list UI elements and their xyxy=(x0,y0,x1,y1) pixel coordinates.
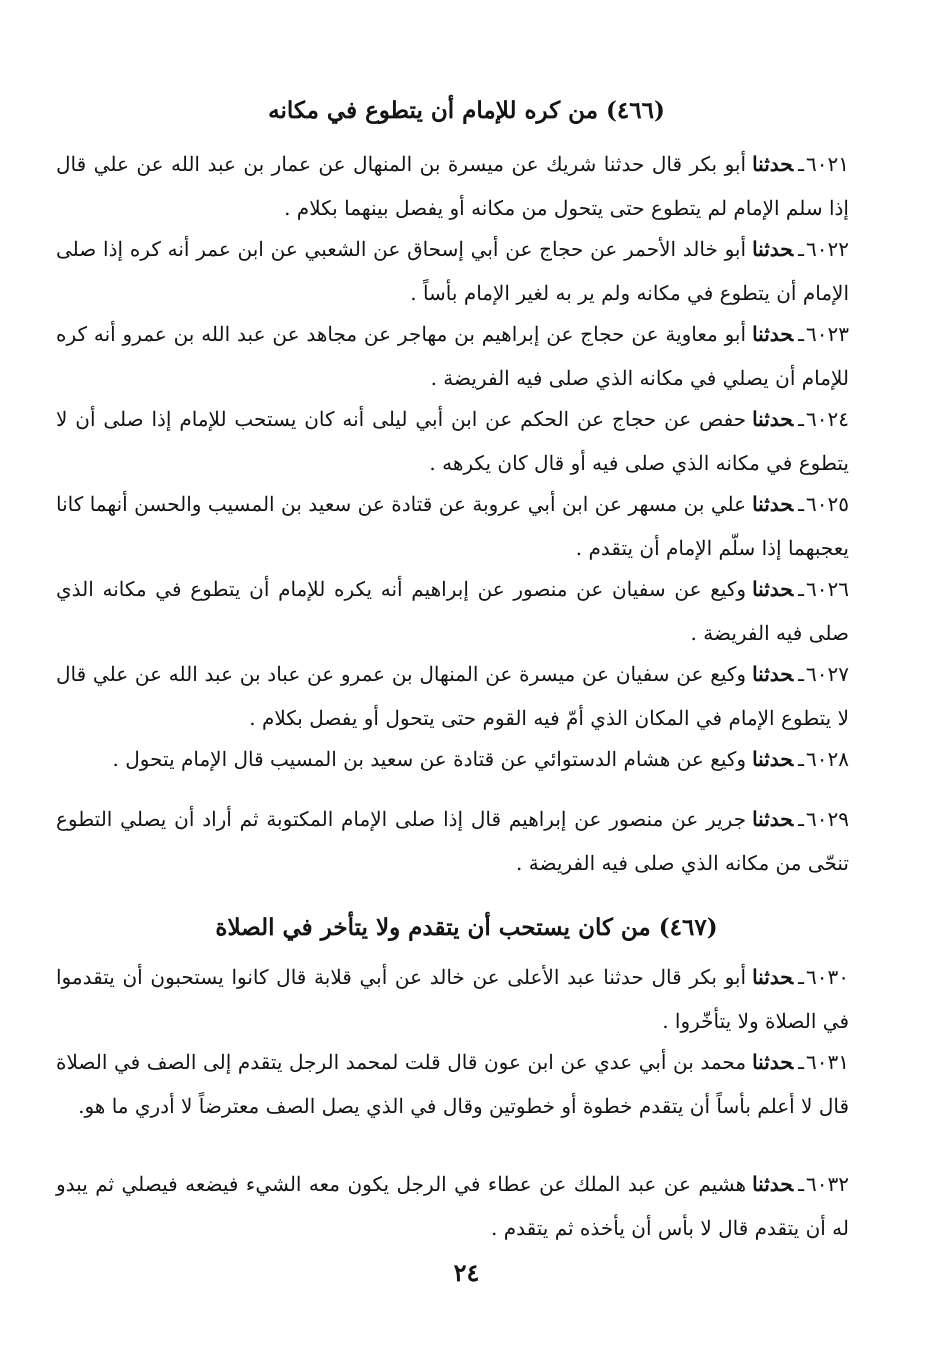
hadith-entry-6030 xyxy=(56,955,849,1043)
hadith-entry-6026 xyxy=(56,567,849,655)
entry-dash: ـ xyxy=(798,662,805,686)
hadith-entry-6025 xyxy=(56,482,849,570)
entry-number: ٦٠٢١ xyxy=(806,152,849,176)
hadith-entry-6022 xyxy=(56,227,849,315)
entry-text: وكيع عن هشام الدستوائي عن قتادة عن سعيد بن المسيب قال الإمام يتحول . xyxy=(112,747,747,771)
entry-number: ٦٠٢٦ xyxy=(806,577,849,601)
entry-text: أبو خالد الأحمر عن حجاج عن أبي إسحاق عن الشعبي عن ابن عمر أنه كره إذا صلى الإمام أن يتطوع في مكانه ولم ير به لغير الإمام بأساً . xyxy=(56,237,849,305)
hadith-entry-6031 xyxy=(56,1040,849,1128)
entry-lead: حدثنا xyxy=(752,492,794,516)
entry-dash: ـ xyxy=(798,807,805,831)
entry-dash: ـ xyxy=(798,1172,805,1196)
entry-lead: حدثنا xyxy=(752,322,794,346)
entry-dash: ـ xyxy=(798,152,805,176)
entry-text: أبو بكر قال حدثنا شريك عن ميسرة بن المنهال عن عمار بن عبد الله عن علي قال إذا سلم الإمام لم يتطوع حتى يتحول من مكانه أو يفصل بينهما بكلام . xyxy=(56,152,849,220)
entry-lead: حدثنا xyxy=(752,407,794,431)
hadith-entry-6024 xyxy=(56,397,849,485)
entry-text: وكيع عن سفيان عن منصور عن إبراهيم أنه يكره للإمام أن يتطوع في مكانه الذي صلى فيه الفريضة . xyxy=(56,577,849,645)
entry-lead: حدثنا xyxy=(752,152,794,176)
entry-dash: ـ xyxy=(798,237,805,261)
entry-number: ٦٠٢٣ xyxy=(806,322,849,346)
entry-number: ٦٠٣٢ xyxy=(806,1172,849,1196)
entry-text: محمد بن أبي عدي عن ابن عون قال قلت لمحمد الرجل يتقدم إلى الصف في الصلاة قال لا أعلم بأساً أن يتقدم خطوة أو خطوتين وقال في الذي يصل الصف معترضاً لا أدري ما هو. xyxy=(56,1050,849,1118)
entry-dash: ـ xyxy=(798,407,805,431)
entry-number: ٦٠٢٧ xyxy=(806,662,849,686)
entry-text: هشيم عن عبد الملك عن عطاء في الرجل يكون معه الشيء فيضعه فيصلي ثم يبدو له أن يتقدم قال لا بأس أن يأخذه ثم يتقدم . xyxy=(56,1172,849,1240)
entry-dash: ـ xyxy=(798,322,805,346)
entry-number: ٦٠٣٠ xyxy=(806,965,849,989)
entry-text: حفص عن حجاج عن الحكم عن ابن أبي ليلى أنه كان يستحب للإمام إذا صلى أن لا يتطوع في مكانه الذي صلى فيه أو قال كان يكرهه . xyxy=(56,407,849,475)
section-heading-466: (٤٦٦) من كره للإمام أن يتطوع في مكانه xyxy=(268,97,665,124)
entry-lead: حدثنا xyxy=(752,965,794,989)
entry-dash: ـ xyxy=(798,577,805,601)
entry-lead: حدثنا xyxy=(752,1050,794,1074)
hadith-entry-6028 xyxy=(56,737,849,781)
entry-text: أبو بكر قال حدثنا عبد الأعلى عن خالد عن أبي قلابة قال كانوا يستحبون أن يتقدموا في الصلاة ولا يتأخّروا . xyxy=(56,965,849,1033)
entry-text: جرير عن منصور عن إبراهيم قال إذا صلى الإمام المكتوبة ثم أراد أن يصلي التطوع تنحّى من مكانه الذي صلى فيه الفريضة . xyxy=(56,807,849,875)
hadith-entry-6029 xyxy=(56,797,849,885)
hadith-entry-6021 xyxy=(56,142,849,230)
entry-number: ٦٠٢٢ xyxy=(806,237,849,261)
section-heading-467: (٤٦٧) من كان يستحب أن يتقدم ولا يتأخر في الصلاة xyxy=(215,914,718,941)
entry-number: ٦٠٢٩ xyxy=(806,807,849,831)
hadith-entry-6023 xyxy=(56,312,849,400)
entry-number: ٦٠٢٨ xyxy=(806,747,849,771)
entry-lead: حدثنا xyxy=(752,807,794,831)
entry-text: وكيع عن سفيان عن ميسرة عن المنهال بن عمرو عن عباد بن عبد الله عن علي قال لا يتطوع الإمام في المكان الذي أمّ فيه القوم حتى يتحول أو يفصل بكلام . xyxy=(56,662,849,730)
hadith-entry-6027 xyxy=(56,652,849,740)
entry-dash: ـ xyxy=(798,965,805,989)
entry-number: ٦٠٢٤ xyxy=(806,407,849,431)
hadith-entry-6032 xyxy=(56,1162,849,1250)
entry-lead: حدثنا xyxy=(752,1172,794,1196)
entry-number: ٦٠٢٥ xyxy=(806,492,849,516)
page-number: ٢٤ xyxy=(453,1258,480,1287)
entry-lead: حدثنا xyxy=(752,747,794,771)
entry-dash: ـ xyxy=(798,1050,805,1074)
entry-lead: حدثنا xyxy=(752,237,794,261)
entry-lead: حدثنا xyxy=(752,577,794,601)
entry-text: علي بن مسهر عن ابن أبي عروبة عن قتادة عن سعيد بن المسيب والحسن أنهما كانا يعجبهما إذا سلّم الإمام أن يتقدم . xyxy=(56,492,849,560)
entry-text: أبو معاوية عن حجاج عن إبراهيم بن مهاجر عن مجاهد عن عبد الله بن عمرو أنه كره للإمام أن يصلي في مكانه الذي صلى فيه الفريضة . xyxy=(56,322,849,390)
entry-dash: ـ xyxy=(798,492,805,516)
entry-lead: حدثنا xyxy=(752,662,794,686)
entry-dash: ـ xyxy=(798,747,805,771)
entry-number: ٦٠٣١ xyxy=(806,1050,849,1074)
